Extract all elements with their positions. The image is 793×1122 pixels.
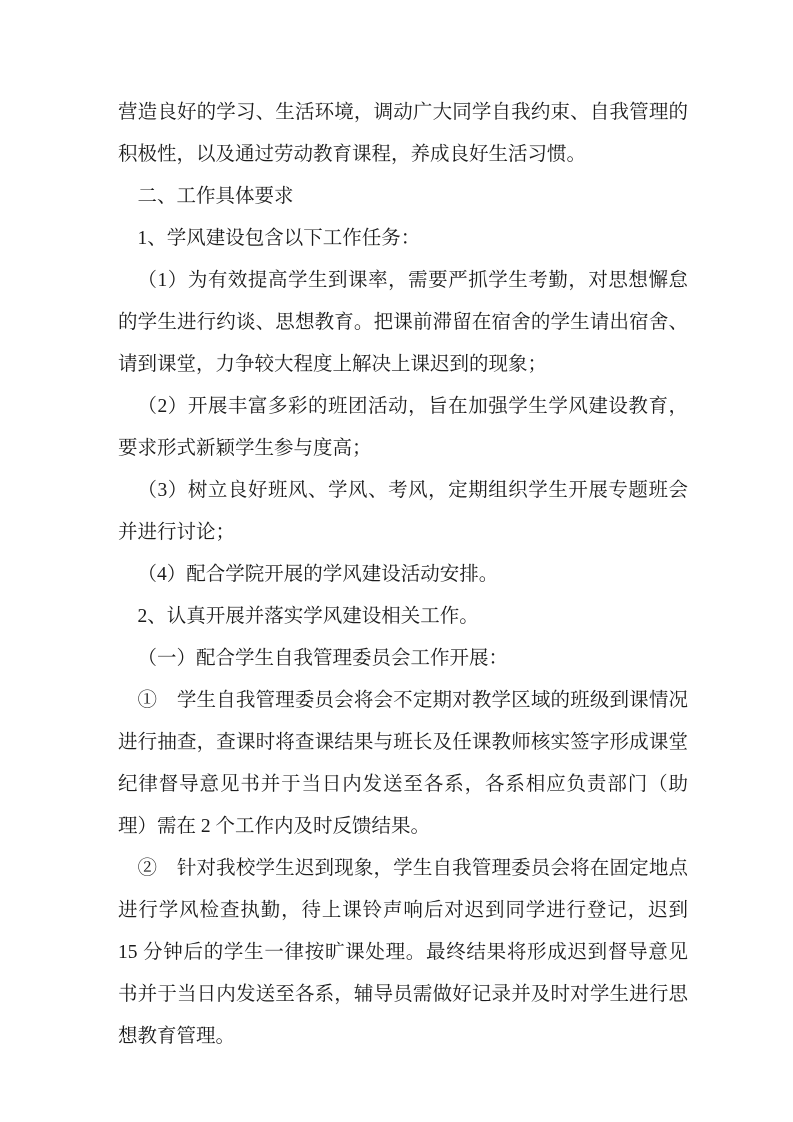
item-1-task-4: （4）配合学院开展的学风建设活动安排。 — [137, 564, 499, 585]
circled-item-1: ① 学生自我管理委员会将会不定期对教学区域的班级到课情况进行抽查，查课时将查课结果与班长及任课教师核实签字形成课堂纪律督导意见书并于当日内发送至各系，各系相应负责部门（助理）需在 2 个工作内及时反馈结果。 — [118, 690, 688, 837]
item-1-task-1: （1）为有效提高学生到课率，需要严抓学生考勤，对思想懈怠的学生进行约谈、思想教育。把课前滞留在宿舍的学生请出宿舍、请到课堂，力争较大程度上解决上课迟到的现象； — [118, 270, 688, 375]
item-1-task-2: （2）开展丰富多彩的班团活动，旨在加强学生学风建设教育，要求形式新颖学生参与度高； — [118, 396, 688, 459]
document-content — [118, 92, 688, 1058]
subsection-one-heading: （一）配合学生自我管理委员会工作开展： — [137, 648, 509, 669]
item-1-intro: 1、学风建设包含以下工作任务： — [137, 228, 421, 249]
item-1-task-3: （3）树立良好班风、学风、考风，定期组织学生开展专题班会并进行讨论； — [118, 480, 688, 543]
circled-item-2: ② 针对我校学生迟到现象，学生自我管理委员会将在固定地点进行学风检查执勤，待上课铃声响后对迟到同学进行登记，迟到 15 分钟后的学生一律按旷课处理。最终结果将形成迟到督导意见书并于当日内发送至各系，辅导员需做好记录并及时对学生进行思想教育管理。 — [118, 858, 688, 1047]
item-2-intro: 2、认真开展并落实学风建设相关工作。 — [137, 606, 479, 627]
paragraph-continuation: 营造良好的学习、生活环境，调动广大同学自我约束、自我管理的积极性，以及通过劳动教育课程，养成良好生活习惯。 — [118, 102, 688, 165]
heading-section-two: 二、工作具体要求 — [137, 186, 294, 207]
